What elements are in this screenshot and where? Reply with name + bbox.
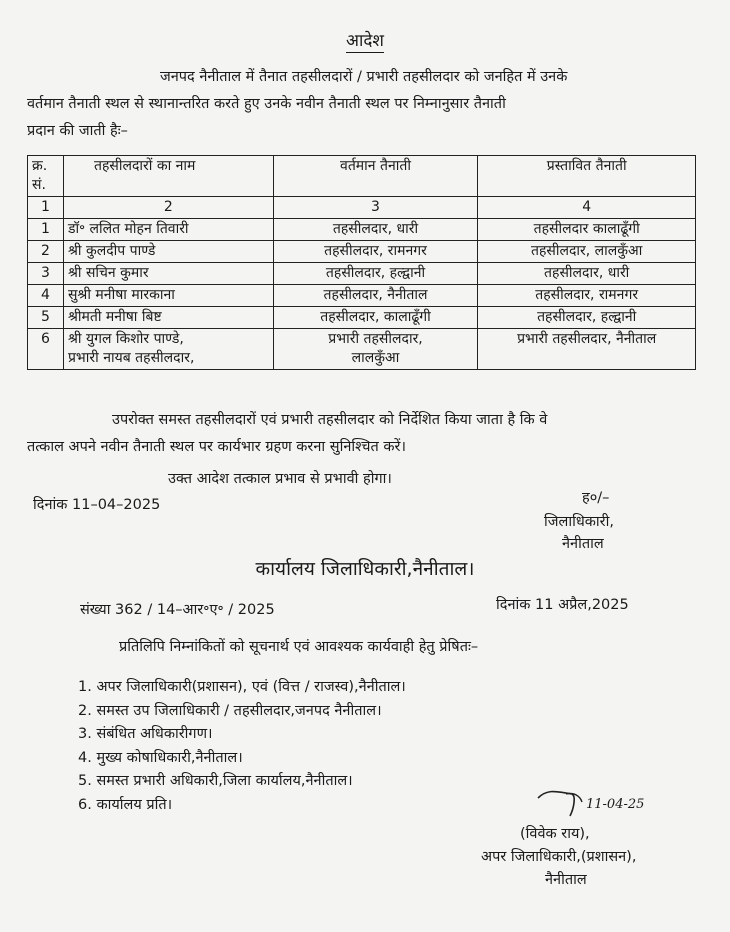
- table-header-row: [28, 156, 696, 197]
- row-current: [273, 329, 478, 370]
- office-date: दिनांक 11 अप्रैल,2025: [496, 597, 629, 613]
- list-item: 2. समस्त उप जिलाधिकारी / तहसीलदार,जनपद नैनीताल।: [78, 702, 382, 719]
- header-current: वर्तमान तैनाती: [273, 156, 478, 197]
- directive-line-1: उपरोक्त समस्त तहसीलदारों एवं प्रभारी तहसीलदार को निर्देशित किया जाता है कि वे: [112, 412, 548, 428]
- row-sn: 2: [28, 241, 64, 263]
- header-name: तहसीलदारों का नाम: [63, 156, 273, 197]
- row-name: श्रीमती मनीषा बिष्ट: [63, 307, 273, 329]
- colnum-1: 1: [28, 197, 64, 219]
- row-current: तहसीलदार, कालाढूँगी: [273, 307, 478, 329]
- intro-line-3: प्रदान की जाती हैः–: [27, 123, 128, 139]
- list-item: 6. कार्यालय प्रति।: [78, 796, 173, 813]
- row-proposed: तहसीलदार, हल्द्वानी: [478, 307, 696, 329]
- row-name: सुश्री मनीषा मारकाना: [63, 285, 273, 307]
- colnum-3: 3: [273, 197, 478, 219]
- row-sn: 5: [28, 307, 64, 329]
- signature-initials: ह०/–: [582, 490, 610, 506]
- order-title: आदेश: [346, 31, 384, 51]
- table-row: [28, 285, 696, 307]
- row-sn: 6: [28, 329, 64, 370]
- list-item: 5. समस्त प्रभारी अधिकारी,जिला कार्यालय,नैनीताल।: [78, 773, 353, 789]
- colnum-4: 4: [478, 197, 696, 219]
- transfer-table: [27, 155, 696, 370]
- table-row: [28, 219, 696, 241]
- copy-intro: प्रतिलिपि निम्नांकितों को सूचनार्थ एवं आवश्यक कार्यवाही हेतु प्रेषितः–: [119, 639, 479, 655]
- recipient-list: [78, 676, 406, 817]
- signatory-designation: अपर जिलाधिकारी,(प्रशासन),: [481, 849, 637, 865]
- row-sn: 4: [28, 285, 64, 307]
- table-row: [28, 241, 696, 263]
- row-name-line-2: प्रभारी नायब तहसीलदार,: [67, 350, 195, 366]
- row-current: तहसीलदार, हल्द्वानी: [273, 263, 478, 285]
- signatory-location: नैनीताल: [545, 872, 587, 888]
- row-proposed: तहसीलदार, लालकुँआ: [478, 241, 696, 263]
- intro-line-2: वर्तमान तैनाती स्थल से स्थानान्तरित करते हुए उनके नवीन तैनाती स्थल पर निम्नानुसार तैनाती: [27, 96, 506, 112]
- order-date: दिनांक 11–04–2025: [33, 497, 161, 513]
- reference-number: संख्या 362 / 14–आर॰ए॰ / 2025: [80, 602, 275, 618]
- row-sn: 1: [28, 219, 64, 241]
- row-sn: 3: [28, 263, 64, 285]
- effect-line: उक्त आदेश तत्काल प्रभाव से प्रभावी होगा।: [168, 471, 392, 487]
- table-row: [28, 307, 696, 329]
- row-name: श्री सचिन कुमार: [63, 263, 273, 285]
- signatory-name: (विवेक राय),: [520, 826, 590, 842]
- row-current: तहसीलदार, नैनीताल: [273, 285, 478, 307]
- row-name: [63, 329, 273, 370]
- row-proposed: तहसीलदार, रामनगर: [478, 285, 696, 307]
- signature-location: नैनीताल: [562, 536, 604, 552]
- row-current: तहसीलदार, धारी: [273, 219, 478, 241]
- row-name-line-1: श्री युगल किशोर पाण्डे,: [67, 331, 184, 347]
- row-proposed: तहसीलदार कालाढूँगी: [478, 219, 696, 241]
- row-current-line-2: लालकुँआ: [351, 350, 400, 366]
- list-item: 4. मुख्य कोषाधिकारी,नैनीताल।: [78, 749, 243, 766]
- handwritten-date: 11-04-25: [586, 797, 645, 812]
- table-colnum-row: [28, 197, 696, 219]
- directive-line-2: तत्काल अपने नवीन तैनाती स्थल पर कार्यभार ग्रहण करना सुनिश्चित करें।: [27, 439, 406, 455]
- row-current: तहसीलदार, रामनगर: [273, 241, 478, 263]
- office-title: कार्यालय जिलाधिकारी,नैनीताल।: [255, 558, 475, 580]
- intro-line-1: जनपद नैनीताल में तैनात तहसीलदारों / प्रभारी तहसीलदार को जनहित में उनके: [160, 69, 568, 85]
- list-item: 3. संबंधित अधिकारीगण।: [78, 726, 213, 742]
- header-proposed: प्रस्तावित तैनाती: [478, 156, 696, 197]
- row-name: डॉ॰ ललित मोहन तिवारी: [63, 219, 273, 241]
- table-row: [28, 329, 696, 370]
- row-proposed: तहसीलदार, धारी: [478, 263, 696, 285]
- signature-designation: जिलाधिकारी,: [544, 514, 614, 530]
- row-name: श्री कुलदीप पाण्डे: [63, 241, 273, 263]
- row-proposed: प्रभारी तहसीलदार, नैनीताल: [478, 329, 696, 370]
- list-item: 1. अपर जिलाधिकारी(प्रशासन), एवं (वित्त / राजस्व),नैनीताल।: [78, 679, 406, 695]
- table-row: [28, 263, 696, 285]
- colnum-2: 2: [63, 197, 273, 219]
- header-sn: क्र. सं.: [28, 156, 64, 197]
- row-current-line-1: प्रभारी तहसीलदार,: [328, 331, 423, 347]
